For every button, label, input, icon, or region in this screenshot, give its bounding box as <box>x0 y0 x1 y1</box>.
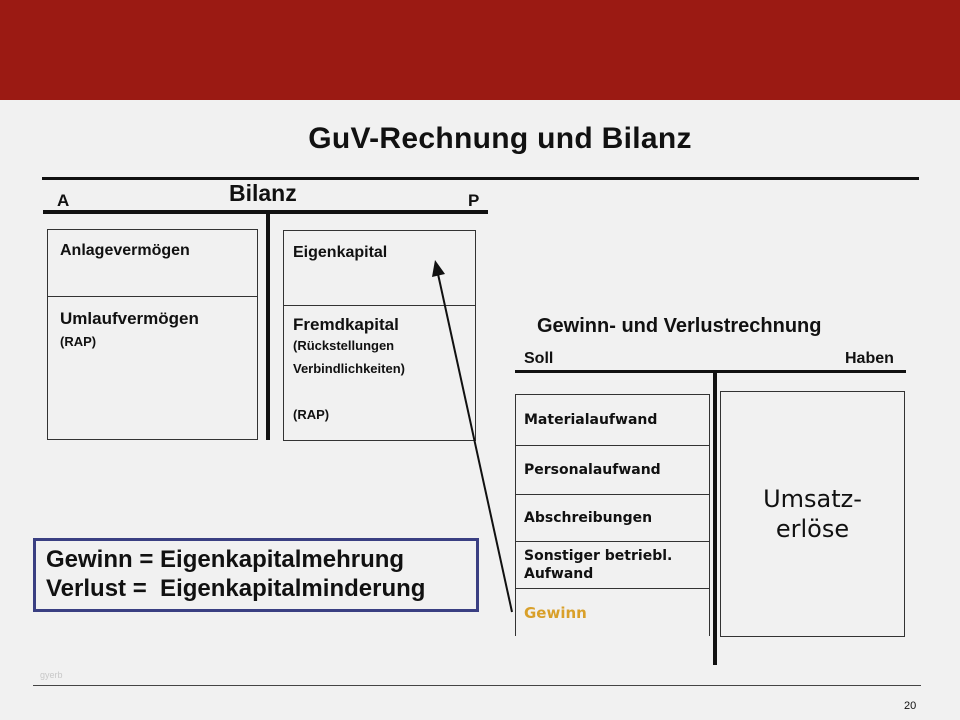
bilanz-aktiva-label: A <box>57 191 70 210</box>
bilanz-title: Bilanz <box>229 180 297 206</box>
guv-haben-label: Haben <box>845 350 894 367</box>
passiva-fremdkapital: Fremdkapital <box>293 315 399 334</box>
passiva-rueckstellungen: (Rückstellungen <box>293 338 395 353</box>
page-number: 20 <box>904 700 917 712</box>
footer-rule <box>33 685 921 686</box>
bilanz-passiva-label: P <box>468 191 480 210</box>
aktiva-anlagevermoegen: Anlagevermögen <box>60 242 190 259</box>
aktiva-umlaufvermoegen: Umlaufvermögen <box>60 309 199 328</box>
passiva-rap: (RAP) <box>293 407 330 422</box>
guv-abschreibungen: Abschreibungen <box>516 495 709 542</box>
guv-umsatz-line2: erlöse <box>775 515 850 543</box>
guv-gewinn: Gewinn <box>524 603 587 622</box>
guv-soll-label: Soll <box>524 350 554 367</box>
passiva-verbindlichkeiten: Verbindlichkeiten) <box>293 361 405 376</box>
guv-personalaufwand: Personalaufwand <box>516 446 709 495</box>
guv-materialaufwand: Materialaufwand <box>516 395 709 446</box>
summary-verlust: Verlust = Eigenkapitalminderung <box>46 575 426 602</box>
passiva-eigenkapital: Eigenkapital <box>293 244 388 261</box>
guv-title: Gewinn- und Verlustrechnung <box>537 315 822 337</box>
guv-umsatz-line1: Umsatz- <box>763 485 862 513</box>
guv-sonstiger-line1: Sonstiger betriebl. <box>524 548 673 564</box>
footer-watermark: gyerb <box>40 670 63 680</box>
summary-gewinn: Gewinn = Eigenkapitalmehrung <box>46 546 405 573</box>
summary-box <box>33 538 479 612</box>
guv-sonstiger-line2: Aufwand <box>524 566 594 582</box>
slide-title: GuV-Rechnung und Bilanz <box>308 122 692 155</box>
aktiva-rap: (RAP) <box>60 334 97 349</box>
